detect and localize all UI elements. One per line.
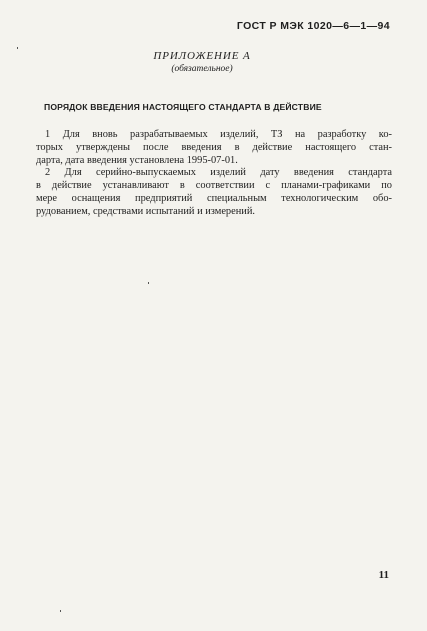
paragraph-line: торых утверждены после введения в действие настоящего стан- [36,142,392,153]
scan-speck [17,47,18,49]
scan-speck [148,282,149,284]
paragraph-line: 1 Для вновь разрабатываемых изделий, ТЗ на разработку ко- [45,129,392,140]
paragraph-line: 2 Для серийно-выпускаемых изделий дату введения стандарта [45,167,392,178]
page-number: 11 [378,569,389,581]
section-heading: ПОРЯДОК ВВЕДЕНИЯ НАСТОЯЩЕГО СТАНДАРТА В ДЕЙСТВИЕ [44,102,322,112]
paragraph-line: дарта, дата введения установлена 1995-07-01. [36,155,238,166]
appendix-subtitle: (обязательное) [171,64,233,74]
paragraph-line: в действие устанавливают в соответствии с планами-графиками по [36,180,392,191]
standard-code-header: ГОСТ Р МЭК 1020—6—1—94 [236,20,390,32]
scan-speck [60,610,61,612]
appendix-title: ПРИЛОЖЕНИЕ А [153,50,251,62]
paragraph-line: рудованием, средствами испытаний и измерений. [36,206,256,217]
paragraph-1 [36,128,392,167]
paragraph-2 [36,166,392,218]
paragraph-line: мере оснащения предприятий специальным технологическим обо- [36,193,392,204]
